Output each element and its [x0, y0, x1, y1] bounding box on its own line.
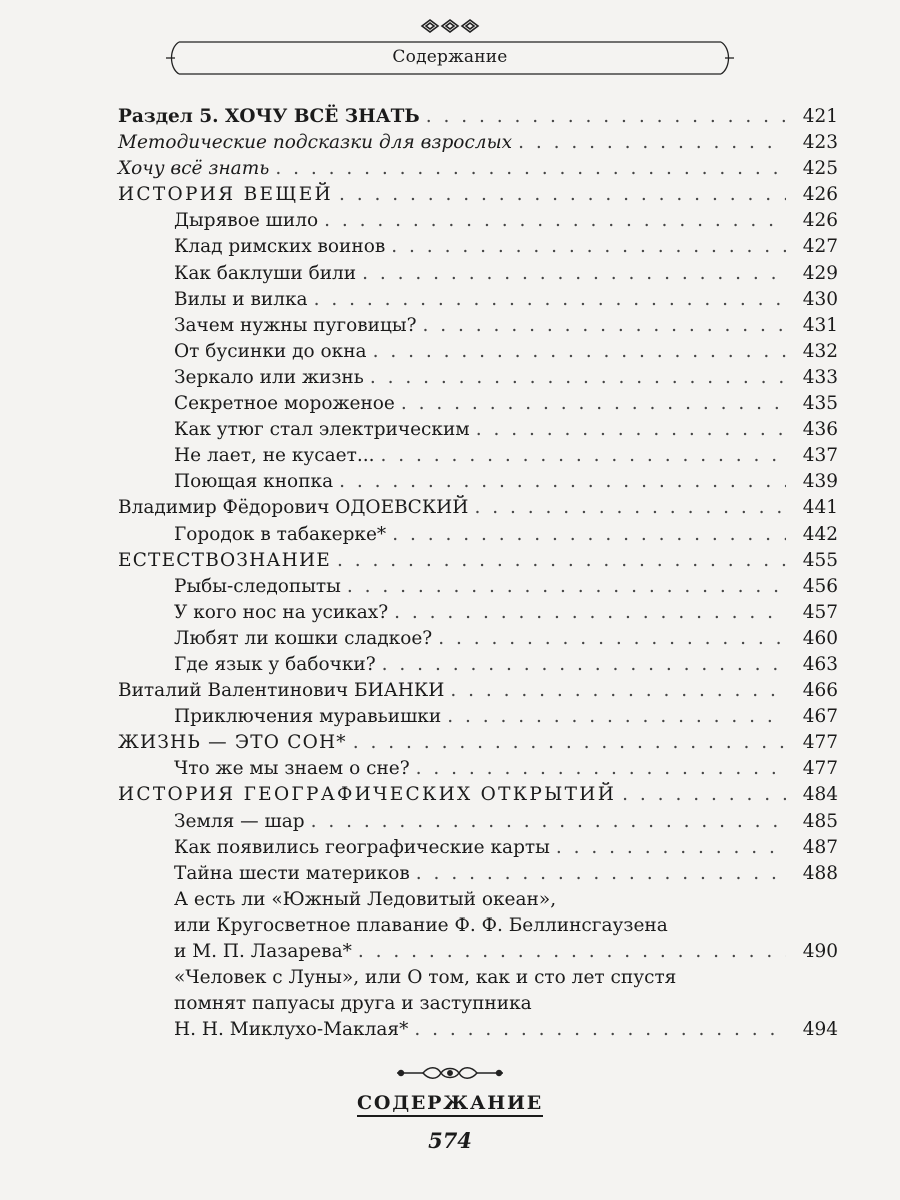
toc-entry	[118, 339, 838, 365]
toc-dot-leader	[314, 287, 786, 313]
toc-entry	[118, 600, 838, 626]
toc-entry-title: ИСТОРИЯ ВЕЩЕЙ	[118, 184, 333, 206]
toc-entry-title: ИСТОРИЯ ГЕОГРАФИЧЕСКИХ ОТКРЫТИЙ	[118, 784, 617, 806]
toc-entry-page: 455	[802, 549, 838, 571]
toc-dot-leader	[401, 391, 786, 417]
toc-entry-page: 494	[802, 1019, 838, 1041]
toc-entry	[118, 574, 838, 600]
toc-entry	[118, 913, 838, 939]
toc-entry-page: 425	[802, 158, 838, 180]
toc-entry	[118, 104, 838, 130]
toc-entry-page: 437	[802, 445, 838, 467]
toc-entry	[118, 182, 838, 208]
toc-entry-page: 429	[802, 262, 838, 284]
toc-entry	[118, 756, 838, 782]
toc-entry-title: Владимир Фёдорович ОДОЕВСКИЙ	[118, 497, 469, 519]
toc-entry	[118, 130, 838, 156]
toc-dot-leader	[358, 939, 786, 965]
toc-entry	[118, 626, 838, 652]
toc-dot-leader	[416, 756, 786, 782]
toc-entry	[118, 939, 838, 965]
toc-dot-leader	[450, 678, 786, 704]
toc-dot-leader	[447, 704, 786, 730]
toc-entry-page: 431	[802, 314, 838, 336]
toc-dot-leader	[426, 104, 786, 130]
toc-entry-title: Н. Н. Миклухо-Маклая*	[174, 1019, 409, 1041]
toc-entry-page: 460	[802, 627, 838, 649]
toc-entry-title: и М. П. Лазарева*	[174, 941, 352, 962]
toc-dot-leader	[382, 652, 786, 678]
toc-entry-title: Секретное мороженое	[174, 393, 395, 415]
toc-entry	[118, 234, 838, 260]
toc-entry	[118, 678, 838, 704]
toc-entry	[118, 391, 838, 417]
toc-entry-page: 426	[802, 184, 838, 206]
toc-dot-leader	[438, 626, 786, 652]
toc-entry-title: Вилы и вилка	[174, 288, 308, 310]
toc-entry-page: 441	[802, 497, 838, 519]
toc-entry	[118, 156, 838, 182]
toc-dot-leader	[394, 600, 786, 626]
toc-entry	[118, 548, 838, 574]
toc-entry-title: Как баклуши били	[174, 262, 357, 284]
header-ornament	[0, 18, 900, 38]
toc-dot-leader	[416, 861, 786, 887]
toc-entry-page: 436	[802, 419, 838, 441]
toc-entry-page: 421	[802, 106, 838, 127]
toc-entry-title: Земля — шар	[174, 810, 305, 832]
toc-dot-leader	[339, 182, 786, 208]
toc-entry-page: 485	[802, 810, 838, 832]
toc-entry	[118, 861, 838, 887]
toc-entry-title: Поющая кнопка	[174, 471, 334, 493]
toc-entry	[118, 991, 838, 1017]
toc-entry-title: Приключения муравьишки	[174, 706, 442, 728]
toc-entry-title: ЕСТЕСТВОЗНАНИЕ	[118, 549, 332, 571]
toc-dot-leader	[391, 234, 786, 260]
toc-entry	[118, 782, 838, 808]
toc-entry-title: Что же мы знаем о сне?	[174, 758, 410, 780]
toc-entry-page: 477	[802, 732, 838, 754]
toc-entry-title: Клад римских воинов	[174, 236, 386, 258]
toc-entry	[118, 809, 838, 835]
toc-entry-title: Любят ли кошки сладкое?	[174, 627, 433, 649]
toc-entry	[118, 261, 838, 287]
running-head	[165, 38, 735, 78]
toc-entry-title: Как появились географические карты	[174, 836, 550, 858]
toc-entry	[118, 469, 838, 495]
footer-section-title: СОДЕРЖАНИЕ	[0, 1092, 900, 1114]
toc-entry-title: Дырявое шило	[174, 210, 319, 232]
toc-entry-page: 456	[802, 575, 838, 597]
toc-entry-title: Как утюг стал электрическим	[174, 419, 470, 441]
toc-entry-page: 423	[802, 132, 838, 154]
toc-entry-title: ЖИЗНЬ — ЭТО СОН*	[118, 732, 347, 754]
toc-dot-leader	[474, 495, 786, 521]
toc-entry-title: Методические подсказки для взрослых	[118, 132, 513, 154]
toc-dot-leader	[347, 574, 786, 600]
toc-entry	[118, 965, 838, 991]
toc-entry-title: Тайна шести материков	[174, 862, 410, 884]
toc-entry	[118, 835, 838, 861]
toc-dot-leader	[373, 339, 786, 365]
toc-entry	[118, 730, 838, 756]
toc-dot-leader	[414, 1017, 786, 1043]
toc-entry	[118, 287, 838, 313]
toc-entry-page: 488	[802, 862, 838, 884]
toc-entry-page: 426	[802, 210, 838, 232]
toc-entry-page: 439	[802, 471, 838, 493]
toc-entry-title: Городок в табакерке*	[174, 523, 387, 545]
toc-entry-page: 463	[802, 653, 838, 675]
toc-entry-title: У кого нос на усиках?	[174, 601, 389, 623]
page-number: 574	[428, 1128, 472, 1153]
toc-dot-leader	[518, 130, 786, 156]
toc-dot-leader	[275, 156, 786, 182]
toc-entry	[118, 365, 838, 391]
toc-dot-leader	[324, 208, 786, 234]
toc-entry-title: Рыбы-следопыты	[174, 575, 341, 597]
toc-entry	[118, 208, 838, 234]
toc-dot-leader	[353, 730, 786, 756]
toc-entry-title: Зачем нужны пуговицы?	[174, 314, 417, 336]
toc-dot-leader	[423, 313, 786, 339]
toc-entry-page: 432	[802, 340, 838, 362]
toc-entry	[118, 522, 838, 548]
toc-entry	[118, 704, 838, 730]
toc-entry-page: 490	[802, 941, 838, 962]
toc-entry	[118, 443, 838, 469]
toc-dot-leader	[622, 782, 786, 808]
toc-entry	[118, 313, 838, 339]
toc-entry	[118, 417, 838, 443]
table-of-contents	[118, 104, 838, 1043]
toc-entry-title: Раздел 5. ХОЧУ ВСЁ ЗНАТЬ	[118, 106, 420, 127]
toc-entry-title: помнят папуасы друга и заступника	[174, 993, 532, 1015]
footer-ornament	[0, 1064, 900, 1086]
toc-entry-page: 427	[802, 236, 838, 258]
toc-entry	[118, 887, 838, 913]
toc-entry-page: 477	[802, 758, 838, 780]
toc-entry-page: 430	[802, 288, 838, 310]
toc-dot-leader	[337, 548, 786, 574]
toc-entry	[118, 1017, 838, 1043]
toc-entry-title: Не лает, не кусает...	[174, 445, 375, 467]
toc-entry-page: 435	[802, 393, 838, 415]
toc-dot-leader	[476, 417, 786, 443]
running-head-title: Содержание	[392, 47, 508, 67]
toc-entry-title: «Человек с Луны», или О том, как и сто лет спустя	[174, 967, 677, 989]
toc-dot-leader	[311, 809, 786, 835]
toc-entry	[118, 495, 838, 521]
toc-entry-page: 467	[802, 706, 838, 728]
toc-dot-leader	[362, 261, 786, 287]
toc-entry-title: Виталий Валентинович БИАНКИ	[118, 680, 445, 702]
toc-entry-page: 466	[802, 680, 838, 702]
toc-entry-title: От бусинки до окна	[174, 340, 367, 362]
toc-dot-leader	[392, 522, 786, 548]
toc-entry-title: или Кругосветное плавание Ф. Ф. Беллинсгаузена	[174, 914, 668, 936]
toc-entry-title: Хочу всё знать	[118, 158, 270, 180]
toc-entry-page: 442	[802, 523, 838, 545]
toc-dot-leader	[556, 835, 786, 861]
toc-entry-page: 484	[802, 784, 838, 806]
toc-dot-leader	[381, 443, 786, 469]
toc-entry-title: Зеркало или жизнь	[174, 366, 364, 388]
toc-entry-page: 433	[802, 366, 838, 388]
toc-entry-title: А есть ли «Южный Ледовитый океан»,	[174, 888, 557, 910]
toc-entry-page: 457	[802, 601, 838, 623]
toc-entry-title: Где язык у бабочки?	[174, 653, 376, 675]
toc-entry	[118, 652, 838, 678]
toc-entry-page: 487	[802, 836, 838, 858]
toc-dot-leader	[370, 365, 786, 391]
toc-dot-leader	[339, 469, 786, 495]
